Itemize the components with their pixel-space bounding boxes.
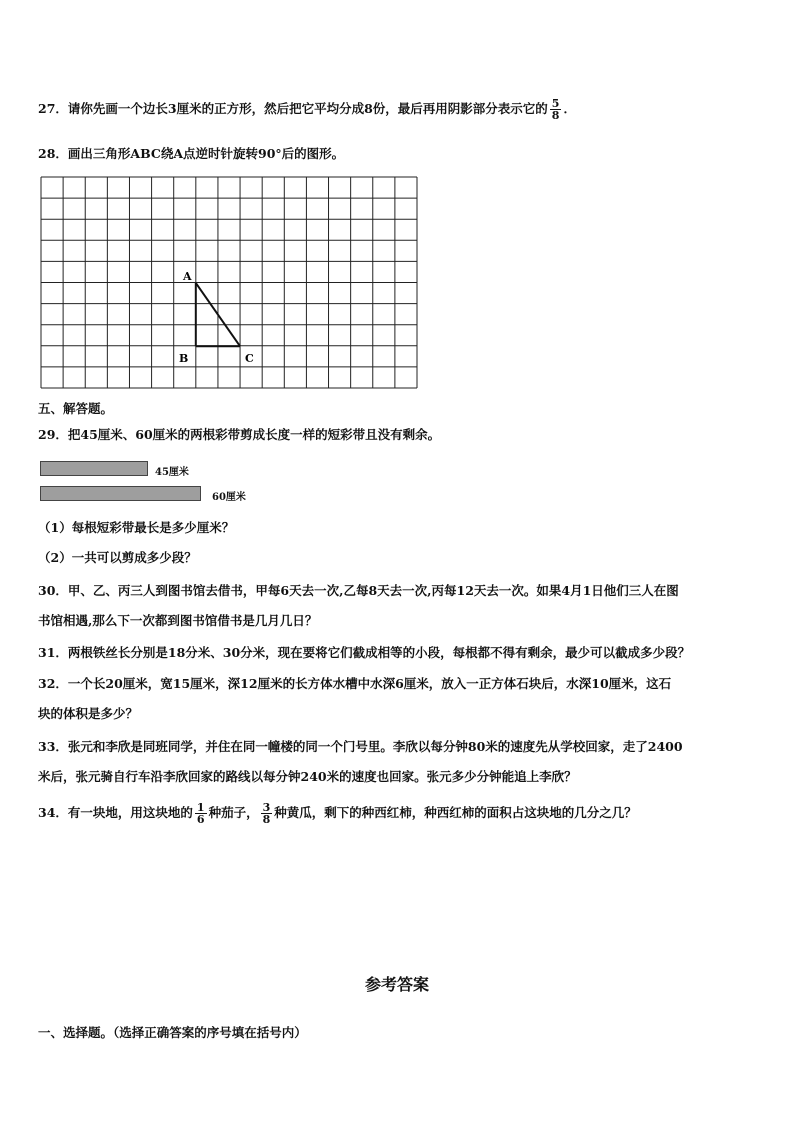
question-31: 31．两根铁丝长分别是18分米、30分米，现在要将它们截成相等的小段，每根都不得有剩余，最少可以截成多少段？ [38, 645, 691, 660]
question-32-line1: 32．一个长20厘米，宽15厘米，深12厘米的长方体水槽中水深6厘米，放入一正方体石块后，水深10厘米，这石 [38, 676, 672, 691]
q27-text: 27．请你先画一个边长3厘米的正方形，然后把它平均分成8份，最后再用阴影部分表示它的 [38, 101, 548, 116]
q27-end: ． [563, 101, 576, 116]
section-5-heading: 五、解答题。 [38, 401, 114, 416]
rotation-grid [40, 174, 420, 392]
ribbon-60-label: 60厘米 [212, 492, 246, 503]
question-33-line2: 米后，张元骑自行车沿李欣回家的路线以每分钟240米的速度也回家。张元多少分钟能追上李欣？ [38, 769, 577, 784]
answers-section-1: 一、选择题。（选择正确答案的序号填在括号内） [38, 1025, 307, 1040]
q29-sub2: （2）一共可以剪成多少段？ [38, 550, 197, 565]
q27-frac-den: 8 [551, 109, 560, 122]
ribbon-60 [40, 486, 201, 501]
q34-f2-num: 3 [262, 801, 271, 814]
question-27 [38, 98, 576, 121]
q34-f2-den: 8 [262, 813, 271, 826]
answers-title: 参考答案 [364, 975, 429, 994]
q34-f1-den: 6 [196, 813, 205, 826]
q34-fraction-1 [195, 802, 207, 825]
q34-part3: 种黄瓜，剩下的种西红柿，种西红柿的面积占这块地的几分之几？ [274, 805, 637, 820]
point-c-label: C [245, 352, 254, 365]
question-33-line1: 33．张元和李欣是同班同学，并住在同一幢楼的同一个门号里。李欣以每分钟80米的速度先从学校回家，走了2400 [38, 739, 683, 754]
ribbon-45-label: 45厘米 [155, 467, 189, 478]
point-a-label: A [183, 270, 192, 283]
q27-frac-num: 5 [551, 97, 560, 110]
question-30-line1: 30．甲、乙、丙三人到图书馆去借书，甲每6天去一次,乙每8天去一次,丙每12天去一次。如果4月1日他们三人在图 [38, 583, 679, 598]
question-29: 29．把45厘米、60厘米的两根彩带剪成长度一样的短彩带且没有剩余。 [38, 427, 441, 442]
grid-lines [41, 177, 417, 388]
q34-fraction-2 [261, 802, 273, 825]
question-30-line2: 书馆相遇,那么下一次都到图书馆借书是几月几日？ [38, 613, 318, 628]
point-b-label: B [179, 352, 189, 365]
q29-sub1: （1）每根短彩带最长是多少厘米？ [38, 520, 235, 535]
question-34 [38, 802, 637, 825]
question-32-line2: 块的体积是多少？ [38, 706, 139, 721]
q34-f1-num: 1 [196, 801, 205, 814]
q27-fraction [550, 98, 562, 121]
q34-part1: 34．有一块地，用这块地的 [38, 805, 193, 820]
ribbon-45 [40, 461, 148, 476]
q34-part2: 种茄子， [208, 805, 259, 820]
question-28: 28．画出三角形ABC绕A点逆时针旋转90°后的图形。 [38, 146, 345, 161]
